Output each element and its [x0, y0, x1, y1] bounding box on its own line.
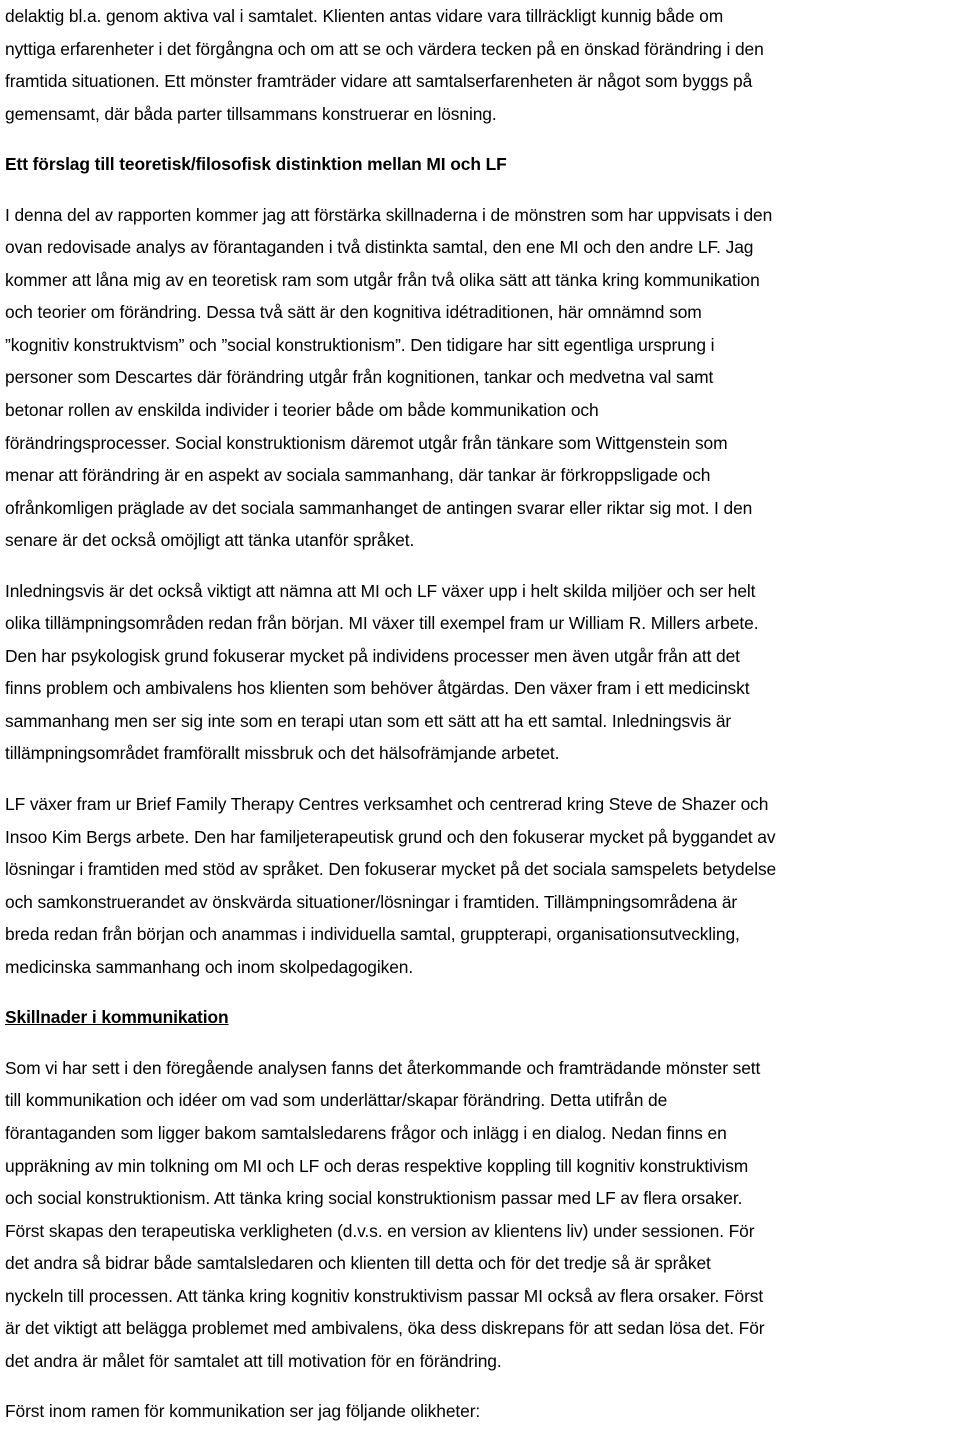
text-line: är det viktigt att belägga problemet med ambivalens, öka dess diskrepans för att sedan lösa det. För [5, 1318, 765, 1339]
paragraph-gap [5, 557, 958, 575]
paragraph-lf [5, 788, 958, 983]
text-line: framtida situationen. Ett mönster framträder vidare att samtalserfarenheten är något som byggs på [5, 71, 753, 92]
text-line: nyttiga erfarenheter i det förgångna och om att se och värdera tecken på en önskad förändring i den [5, 38, 764, 59]
text-line: förantaganden som ligger bakom samtalsledarens frågor och inlägg i en dialog. Nedan finns en [5, 1122, 727, 1143]
paragraph-gap [5, 770, 958, 788]
text-line: ”kognitiv konstruktvism” och ”social konstruktionism”. Den tidigare har sitt egentliga ursprung i [5, 334, 715, 355]
text-line: lösningar i framtiden med stöd av språket. Den fokuserar mycket på det sociala samspelets betydelse [5, 859, 777, 880]
text-line: finns problem och ambivalens hos klienten som behöver åtgärdas. Den växer fram i ett medicinskt [5, 678, 750, 699]
paragraph-gap [5, 983, 958, 1001]
paragraph-gap [5, 130, 958, 148]
text-line: delaktig bl.a. genom aktiva val i samtalet. Klienten antas vidare vara tillräckligt kunnig både om [5, 6, 724, 26]
text-line: och samkonstruerandet av önskvärda situationer/lösningar i framtiden. Tillämpningsområdena är [5, 891, 738, 912]
text-line: gemensamt, där båda parter tillsammans konstruerar en lösning. [5, 103, 497, 124]
paragraph-gap [5, 181, 958, 199]
paragraph-gap [5, 1034, 958, 1052]
text-line: medicinska sammanhang och inom skolpedagogiken. [5, 956, 414, 977]
text-line: betonar rollen av enskilda individer i teorier både om både kommunikation och [5, 400, 599, 421]
text-line: kommer att låna mig av en teoretisk ram som utgår från två olika sätt att tänka kring kommunikation [5, 269, 760, 290]
text-line: Som vi har sett i den föregående analysen fanns det återkommande och framträdande mönster sett [5, 1057, 761, 1078]
text-line: och social konstruktionism. Att tänka kring social konstruktionism passar med LF av flera orsaker. [5, 1188, 743, 1209]
text-line: nyckeln till processen. Att tänka kring kognitiv konstruktivism passar MI också av flera orsaker. Först [5, 1285, 764, 1306]
text-line: ofrånkomligen präglade av det sociala sammanhanget de antingen svarar eller riktar sig mot. I den [5, 497, 753, 518]
text-line: breda redan från början och anammas i individuella samtal, gruppterapi, organisationsutveckling, [5, 924, 740, 945]
text-line: Först skapas den terapeutiska verkligheten (d.v.s. en version av klientens liv) under sessionen. För [5, 1220, 755, 1241]
text-line: uppräkning av min tolkning om MI och LF och deras respektive koppling till kognitiv konstruktivism [5, 1155, 749, 1176]
text-line: förändringsprocesser. Social konstruktionism däremot utgår från tänkare som Wittgenstein som [5, 432, 728, 453]
text-line: tillämpningsområdet framförallt missbruk och det hälsofrämjande arbetet. [5, 743, 560, 764]
document-page [5, 0, 958, 1428]
text-line: Inledningsvis är det också viktigt att nämna att MI och LF växer upp i helt skilda miljöer och ser helt [5, 580, 756, 601]
paragraph-gap [5, 1377, 958, 1395]
text-line: Den har psykologisk grund fokuserar mycket på individens processer men även utgår från att det [5, 645, 740, 666]
text-line: det andra så bidrar både samtalsledaren och klienten till detta och för det tredje så är språket [5, 1253, 711, 1274]
text-line: senare är det också omöjligt att tänka utanför språket. [5, 530, 415, 551]
text-line: till kommunikation och idéer om vad som underlättar/skapar förändring. Detta utifrån de [5, 1090, 668, 1111]
text-line: olika tillämpningsområden redan från början. MI växer till exempel fram ur William R. Millers arbete. [5, 613, 759, 634]
closing-line: Först inom ramen för kommunikation ser jag följande olikheter: [5, 1401, 481, 1422]
section-heading-communication: Skillnader i kommunikation [5, 1007, 229, 1028]
text-line: LF växer fram ur Brief Family Therapy Centres verksamhet och centrerad kring Steve de Shazer och [5, 794, 769, 815]
text-line: det andra är målet för samtalet att till motivation för en förändring. [5, 1350, 502, 1371]
text-line: och teorier om förändring. Dessa två sätt är den kognitiva idétraditionen, här omnämnd som [5, 302, 702, 323]
intro-paragraph [5, 0, 958, 130]
text-line: personer som Descartes där förändring utgår från kognitionen, tankar och medvetna val samt [5, 367, 714, 388]
paragraph-mi [5, 575, 958, 770]
text-line: menar att förändring är en aspekt av sociala sammanhang, där tankar är förkroppsligade och [5, 465, 711, 486]
text-line: sammanhang men ser sig inte som en terapi utan som ett sätt att ha ett samtal. Inledningsvis är [5, 710, 732, 731]
section-heading-distinction: Ett förslag till teoretisk/filosofisk distinktion mellan MI och LF [5, 154, 507, 175]
paragraph-communication [5, 1052, 958, 1377]
text-line: I denna del av rapporten kommer jag att förstärka skillnaderna i de mönstren som har uppvisats i den [5, 204, 773, 225]
paragraph-distinction [5, 199, 958, 557]
text-line: ovan redovisade analys av förantaganden i två distinkta samtal, den ene MI och den andre LF. Jag [5, 237, 754, 258]
text-line: Insoo Kim Bergs arbete. Den har familjeterapeutisk grund och den fokuserar mycket på byggandet av [5, 826, 776, 847]
